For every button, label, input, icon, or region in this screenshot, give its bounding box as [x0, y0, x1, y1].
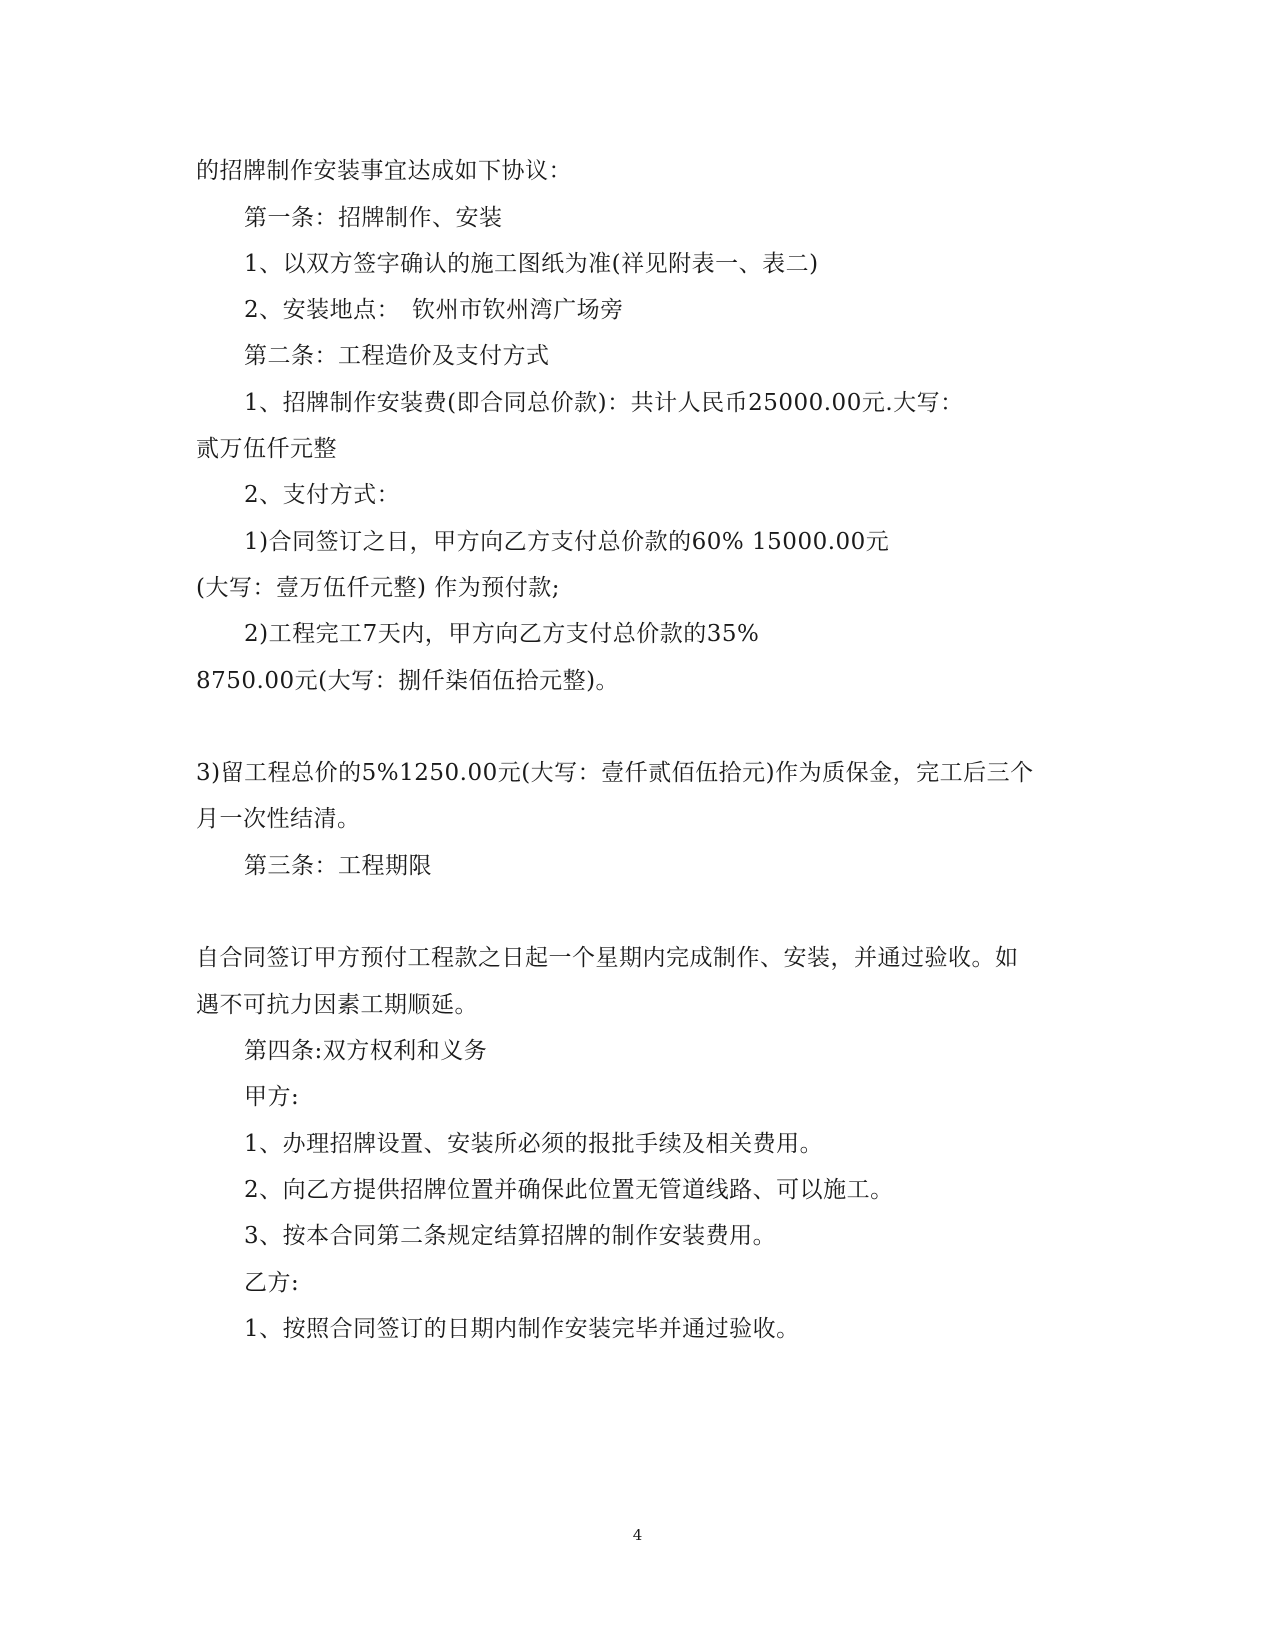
paragraph-line: 3、按本合同第二条规定结算招牌的制作安装费用。 — [244, 1223, 777, 1249]
paragraph-line: 3)留工程总价的5%1250.00元(大写：壹仟贰佰伍拾元)作为质保金，完工后三个 — [196, 760, 1034, 786]
paragraph-line: 2、向乙方提供招牌位置并确保此位置无管道线路、可以施工。 — [244, 1177, 894, 1203]
article-heading: 第二条：工程造价及支付方式 — [244, 343, 550, 369]
paragraph-line: 的招牌制作安装事宜达成如下协议： — [196, 158, 572, 184]
party-label: 乙方: — [244, 1270, 300, 1296]
article-heading: 第一条：招牌制作、安装 — [244, 205, 503, 231]
paragraph-line: 1、办理招牌设置、安装所必须的报批手续及相关费用。 — [244, 1131, 824, 1157]
paragraph-line: (大写：壹万伍仟元整) 作为预付款; — [196, 575, 561, 601]
paragraph-line: 1、以双方签字确认的施工图纸为准(祥见附表一、表二) — [244, 251, 819, 277]
paragraph-line: 1)合同签订之日，甲方向乙方支付总价款的60% 15000.00元 — [244, 529, 890, 555]
paragraph-line: 月一次性结清。 — [196, 806, 361, 832]
paragraph-line: 遇不可抗力因素工期顺延。 — [196, 992, 478, 1018]
article-heading: 第四条:双方权利和义务 — [244, 1038, 488, 1064]
paragraph-line: 2)工程完工7天内，甲方向乙方支付总价款的35% — [244, 621, 760, 647]
paragraph-line: 2、安装地点： 钦州市钦州湾广场旁 — [244, 297, 624, 323]
paragraph-line: 自合同签订甲方预付工程款之日起一个星期内完成制作、安装，并通过验收。如 — [196, 945, 1019, 971]
page-number: 4 — [632, 1526, 643, 1544]
paragraph-line: 8750.00元(大写：捌仟柒佰伍拾元整)。 — [196, 668, 620, 694]
paragraph-line: 1、招牌制作安装费(即合同总价款)：共计人民币25000.00元.大写： — [244, 390, 964, 416]
paragraph-line: 2、支付方式： — [244, 482, 401, 508]
article-heading: 第三条：工程期限 — [244, 853, 432, 879]
paragraph-line: 贰万伍仟元整 — [196, 436, 337, 462]
party-label: 甲方: — [244, 1084, 300, 1110]
paragraph-line: 1、按照合同签订的日期内制作安装完毕并通过验收。 — [244, 1316, 800, 1342]
